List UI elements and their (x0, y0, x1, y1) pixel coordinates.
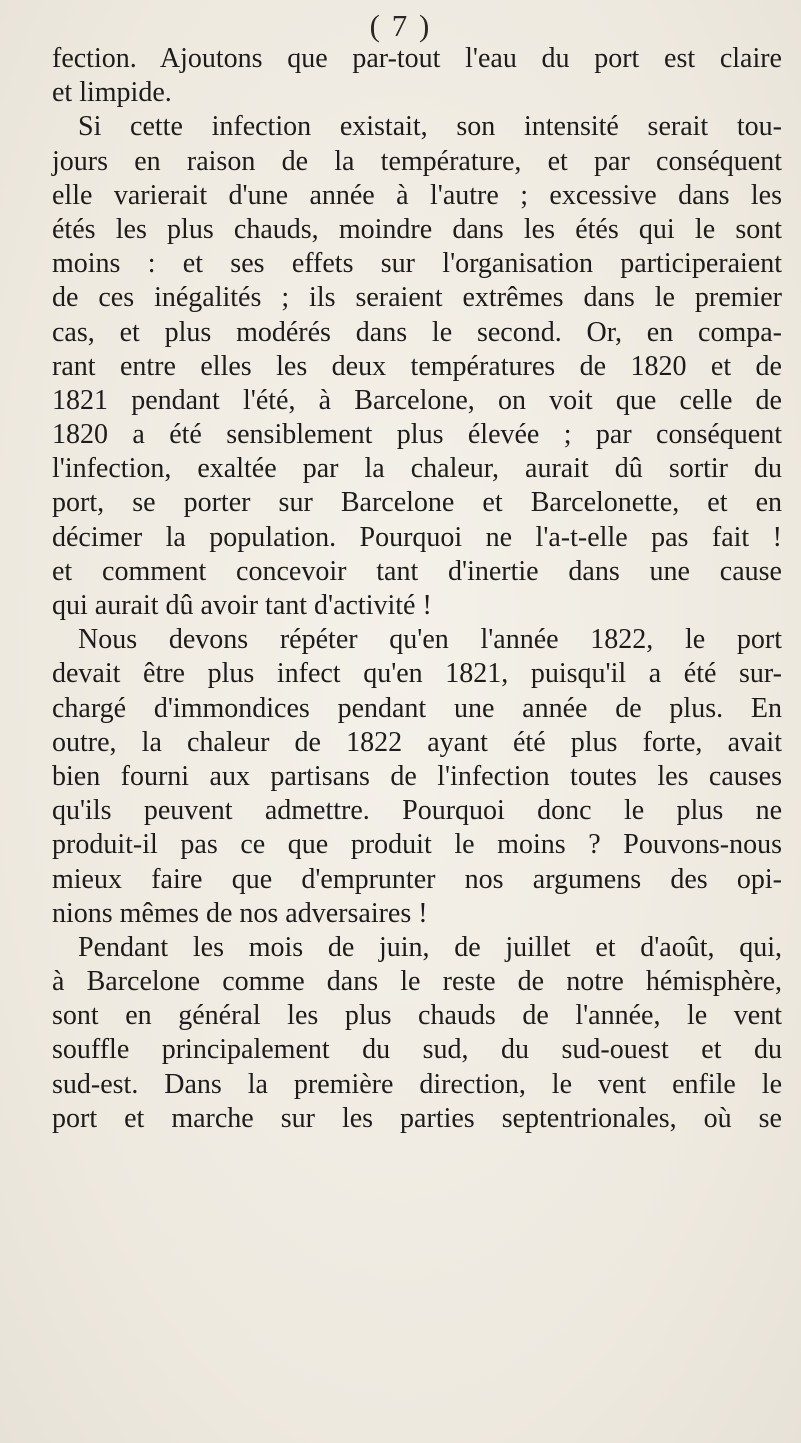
text-line: elle varierait d'une année à l'autre ; excessive dans les (52, 179, 782, 211)
text-line: Si cette infection existait, son intensité serait tou- (78, 111, 782, 143)
text-line: 1820 a été sensiblement plus élevée ; par conséquent (52, 419, 782, 451)
text-line: l'infection, exaltée par la chaleur, aurait dû sortir du (52, 453, 782, 485)
text-line: port et marche sur les parties septentrionales, où se (52, 1102, 782, 1134)
text-line: Nous devons répéter qu'en l'année 1822, le port (78, 624, 782, 656)
text-line: Pendant les mois de juin, de juillet et d'août, qui, (78, 931, 782, 963)
text-line: mieux faire que d'emprunter nos argumens des opi- (52, 863, 782, 895)
page-number: ( 7 ) (369, 8, 432, 43)
text-line: cas, et plus modérés dans le second. Or, en compa- (52, 316, 782, 348)
text-line: décimer la population. Pourquoi ne l'a-t-elle pas fait ! (52, 521, 782, 553)
text-line: produit-il pas ce que produit le moins ? Pouvons-nous (52, 829, 782, 861)
text-line: 1821 pendant l'été, à Barcelone, on voit que celle de (52, 384, 782, 416)
body-text (52, 42, 782, 1136)
paragraph-2 (52, 110, 782, 623)
text-line: port, se porter sur Barcelone et Barcelonette, et en (52, 487, 782, 519)
text-line: de ces inégalités ; ils seraient extrêmes dans le premier (52, 282, 782, 314)
text-line: jours en raison de la température, et par conséquent (52, 145, 782, 177)
text-line: outre, la chaleur de 1822 ayant été plus forte, avait (52, 726, 782, 758)
text-line: fection. Ajoutons que par-tout l'eau du port est claire (52, 43, 782, 74)
text-line: nions mêmes de nos adversaires ! (52, 897, 428, 929)
text-line: à Barcelone comme dans le reste de notre hémisphère, (52, 966, 782, 998)
paragraph-4 (52, 931, 782, 1136)
text-line: sont en général les plus chauds de l'année, le vent (52, 1000, 782, 1032)
text-line: chargé d'immondices pendant une année de plus. En (52, 692, 782, 724)
text-line: bien fourni aux partisans de l'infection toutes les causes (52, 760, 782, 792)
text-line: et comment concevoir tant d'inertie dans une cause (52, 555, 782, 587)
text-line: et limpide. (52, 77, 172, 109)
text-line: qui aurait dû avoir tant d'activité ! (52, 590, 432, 621)
text-line: étés les plus chauds, moindre dans les étés qui le sont (52, 213, 782, 245)
paragraph-3 (52, 623, 782, 931)
paragraph-1 (52, 42, 782, 110)
text-line: rant entre elles les deux températures de 1820 et de (52, 350, 782, 382)
text-line: qu'ils peuvent admettre. Pourquoi donc le plus ne (52, 795, 782, 827)
text-line: sud-est. Dans la première direction, le vent enfile le (52, 1068, 782, 1100)
text-line: souffle principalement du sud, du sud-ouest et du (52, 1034, 782, 1066)
text-line: devait être plus infect qu'en 1821, puisqu'il a été sur- (52, 658, 782, 690)
text-line: moins : et ses effets sur l'organisation participeraient (52, 248, 782, 280)
